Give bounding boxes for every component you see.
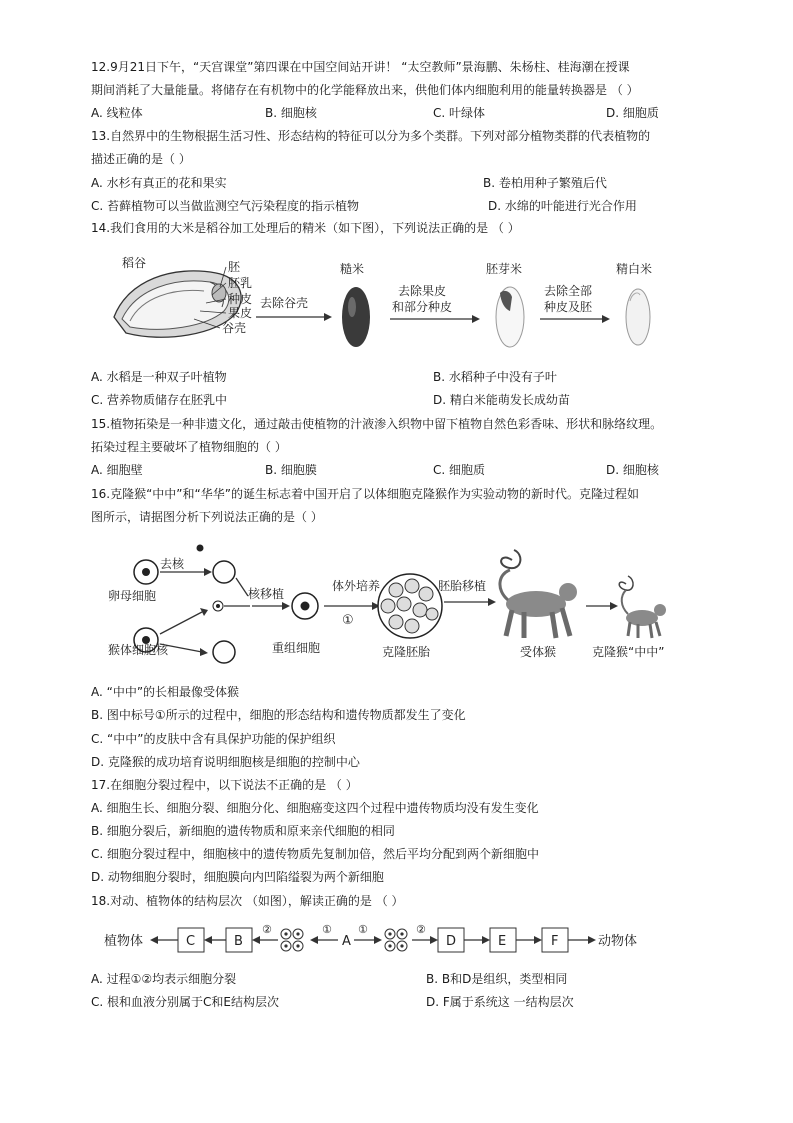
label-cloned-embryo: 克隆胚胎 bbox=[382, 645, 431, 659]
right-mark-1: ① bbox=[358, 923, 368, 936]
q15-option-b: B. 细胞膜 bbox=[265, 463, 317, 477]
q16-option-b: B. 图中标号①所示的过程中，细胞的形态结构和遗传物质都发生了变化 bbox=[91, 708, 466, 722]
q13-option-d: D. 水绵的叶能进行光合作用 bbox=[488, 199, 637, 213]
step2-label-line1: 去除果皮 bbox=[398, 284, 447, 298]
q13-option-b: B. 卷柏用种子繁殖后代 bbox=[483, 176, 607, 190]
label-embryo: 胚 bbox=[228, 260, 241, 274]
step1-label: 去除谷壳 bbox=[260, 296, 309, 310]
mark-1: ① bbox=[342, 613, 354, 628]
label-plant-body: 植物体 bbox=[104, 934, 144, 949]
label-embryo-transfer: 胚胎移植 bbox=[438, 579, 487, 593]
q16-stem-line2: 图所示，请据图分析下列说法正确的是（ ） bbox=[91, 510, 323, 524]
q17-stem-line1: 17.在细胞分裂过程中，以下说法不正确的是 （ ） bbox=[91, 778, 358, 792]
q12-stem-line1: 12.9月21日下午，“天宫课堂”第四课在中国空间站开讲！ “太空教师”景海鹏、朱杨柱、桂海潮在授课 bbox=[91, 60, 630, 74]
cloned-embryo bbox=[378, 574, 442, 638]
label-animal-body: 动物体 bbox=[598, 934, 638, 949]
q15-stem-line1: 15.植物拓染是一种非遗文化，通过敲击使植物的汁液渗入织物中留下植物自然色彩香味、形状和脉络纹理。 bbox=[91, 417, 663, 431]
q14-stem-line1: 14.我们食用的大米是稻谷加工处理后的精米（如下图），下列说法正确的是 （ ） bbox=[91, 221, 520, 235]
q12-option-b: B. 细胞核 bbox=[265, 106, 317, 120]
q15-option-d: D. 细胞核 bbox=[606, 463, 659, 477]
enucleated-egg bbox=[213, 561, 235, 583]
label-enucleate: 去核 bbox=[160, 557, 185, 571]
q14-option-b: B. 水稻种子中没有子叶 bbox=[433, 370, 557, 384]
four-cells-left bbox=[281, 929, 303, 951]
q12-option-c: C. 叶绿体 bbox=[433, 106, 486, 120]
box-c-label: C bbox=[186, 934, 196, 949]
q17-option-d: D. 动物细胞分裂时，细胞膜向内凹陷缢裂为两个新细胞 bbox=[91, 870, 384, 884]
label-brown-rice: 糙米 bbox=[340, 262, 365, 276]
center-cell-a: A bbox=[342, 934, 351, 949]
polished-rice-grain bbox=[626, 289, 650, 345]
right-mark-2: ② bbox=[416, 923, 426, 936]
q18-option-d: D. F属于系统这 一结构层次 bbox=[426, 995, 574, 1009]
label-husk: 谷壳 bbox=[222, 321, 247, 335]
structure-levels-figure bbox=[100, 918, 660, 962]
q12-option-a: A. 线粒体 bbox=[91, 106, 143, 120]
step3-label-line1: 去除全部 bbox=[544, 284, 593, 298]
recipient-monkey bbox=[500, 550, 577, 638]
box-f-label: F bbox=[551, 934, 559, 949]
step3-label-line2: 种皮及胚 bbox=[544, 300, 593, 314]
brown-rice-grain bbox=[342, 287, 370, 347]
box-e-label: E bbox=[498, 934, 507, 949]
label-recombinant-cell: 重组细胞 bbox=[272, 641, 321, 655]
q13-stem-line2: 描述正确的是（ ） bbox=[91, 152, 191, 166]
q16-option-c: C. “中中”的皮肤中含有具保护功能的保护组织 bbox=[91, 732, 336, 746]
q16-option-d: D. 克隆猴的成功培育说明细胞核是细胞的控制中心 bbox=[91, 755, 360, 769]
cloning-process-figure bbox=[100, 540, 680, 665]
q17-option-b: B. 细胞分裂后，新细胞的遗传物质和原来亲代细胞的相同 bbox=[91, 824, 395, 838]
label-somatic-nucleus: 猴体细胞核 bbox=[108, 643, 169, 657]
left-mark-1: ① bbox=[322, 923, 332, 936]
removed-nucleus bbox=[197, 545, 204, 552]
q15-option-a: A. 细胞壁 bbox=[91, 463, 143, 477]
label-pericarp: 果皮 bbox=[228, 306, 253, 320]
q18-stem-line1: 18.对动、植物体的结构层次 （如图），解读正确的是 （ ） bbox=[91, 894, 404, 908]
label-recipient: 受体猴 bbox=[520, 645, 557, 659]
q12-option-d: D. 细胞质 bbox=[606, 106, 659, 120]
q18-option-b: B. B和D是组织，类型相同 bbox=[426, 972, 568, 986]
box-b-label: B bbox=[234, 934, 243, 949]
q12-stem-line2: 期间消耗了大量能量。将储存在有机物中的化学能释放出来，供他们体内细胞利用的能量转换器是 （ ） bbox=[91, 83, 639, 97]
label-seed-coat: 种皮 bbox=[228, 292, 253, 306]
step2-label-line2: 和部分种皮 bbox=[392, 300, 453, 314]
q15-option-c: C. 细胞质 bbox=[433, 463, 486, 477]
q14-option-a: A. 水稻是一种双子叶植物 bbox=[91, 370, 227, 384]
q13-stem-line1: 13.自然界中的生物根据生活习性、形态结构的特征可以分为多个类群。下列对部分植物类群的代表植物的 bbox=[91, 129, 651, 143]
q17-option-a: A. 细胞生长、细胞分裂、细胞分化、细胞癌变这四个过程中遗传物质均没有发生变化 bbox=[91, 801, 539, 815]
cloned-monkey bbox=[619, 576, 666, 638]
label-germ-rice: 胚芽米 bbox=[486, 262, 523, 276]
q13-option-a: A. 水杉有真正的花和果实 bbox=[91, 176, 227, 190]
q15-stem-line2: 拓染过程主要破坏了植物细胞的（ ） bbox=[91, 440, 287, 454]
label-egg-cell: 卵母细胞 bbox=[108, 589, 157, 603]
q18-option-a: A. 过程①②均表示细胞分裂 bbox=[91, 972, 237, 986]
label-rice-grain: 稻谷 bbox=[122, 256, 147, 270]
four-cells-right bbox=[385, 929, 407, 951]
q14-option-d: D. 精白米能萌发长成幼苗 bbox=[433, 393, 570, 407]
q16-option-a: A. “中中”的长相最像受体猴 bbox=[91, 685, 240, 699]
label-in-vitro: 体外培养 bbox=[332, 579, 381, 593]
rice-processing-figure bbox=[108, 255, 668, 355]
label-polished-rice: 精白米 bbox=[616, 262, 653, 276]
q14-option-c: C. 营养物质储存在胚乳中 bbox=[91, 393, 228, 407]
left-mark-2: ② bbox=[262, 923, 272, 936]
label-nuclear-transfer: 核移植 bbox=[248, 587, 285, 601]
q13-option-c: C. 苔藓植物可以当做监测空气污染程度的指示植物 bbox=[91, 199, 360, 213]
q17-option-c: C. 细胞分裂过程中，细胞核中的遗传物质先复制加倍，然后平均分配到两个新细胞中 bbox=[91, 847, 540, 861]
q16-stem-line1: 16.克隆猴“中中”和“华华”的诞生标志着中国开启了以体细胞克隆猴作为实验动物的新时代。克隆过程如 bbox=[91, 487, 639, 501]
label-cloned-monkey: 克隆猴“中中” bbox=[592, 645, 665, 659]
box-d-label: D bbox=[446, 934, 457, 949]
q18-option-c: C. 根和血液分别属于C和E结构层次 bbox=[91, 995, 279, 1009]
label-endosperm: 胚乳 bbox=[228, 276, 253, 290]
